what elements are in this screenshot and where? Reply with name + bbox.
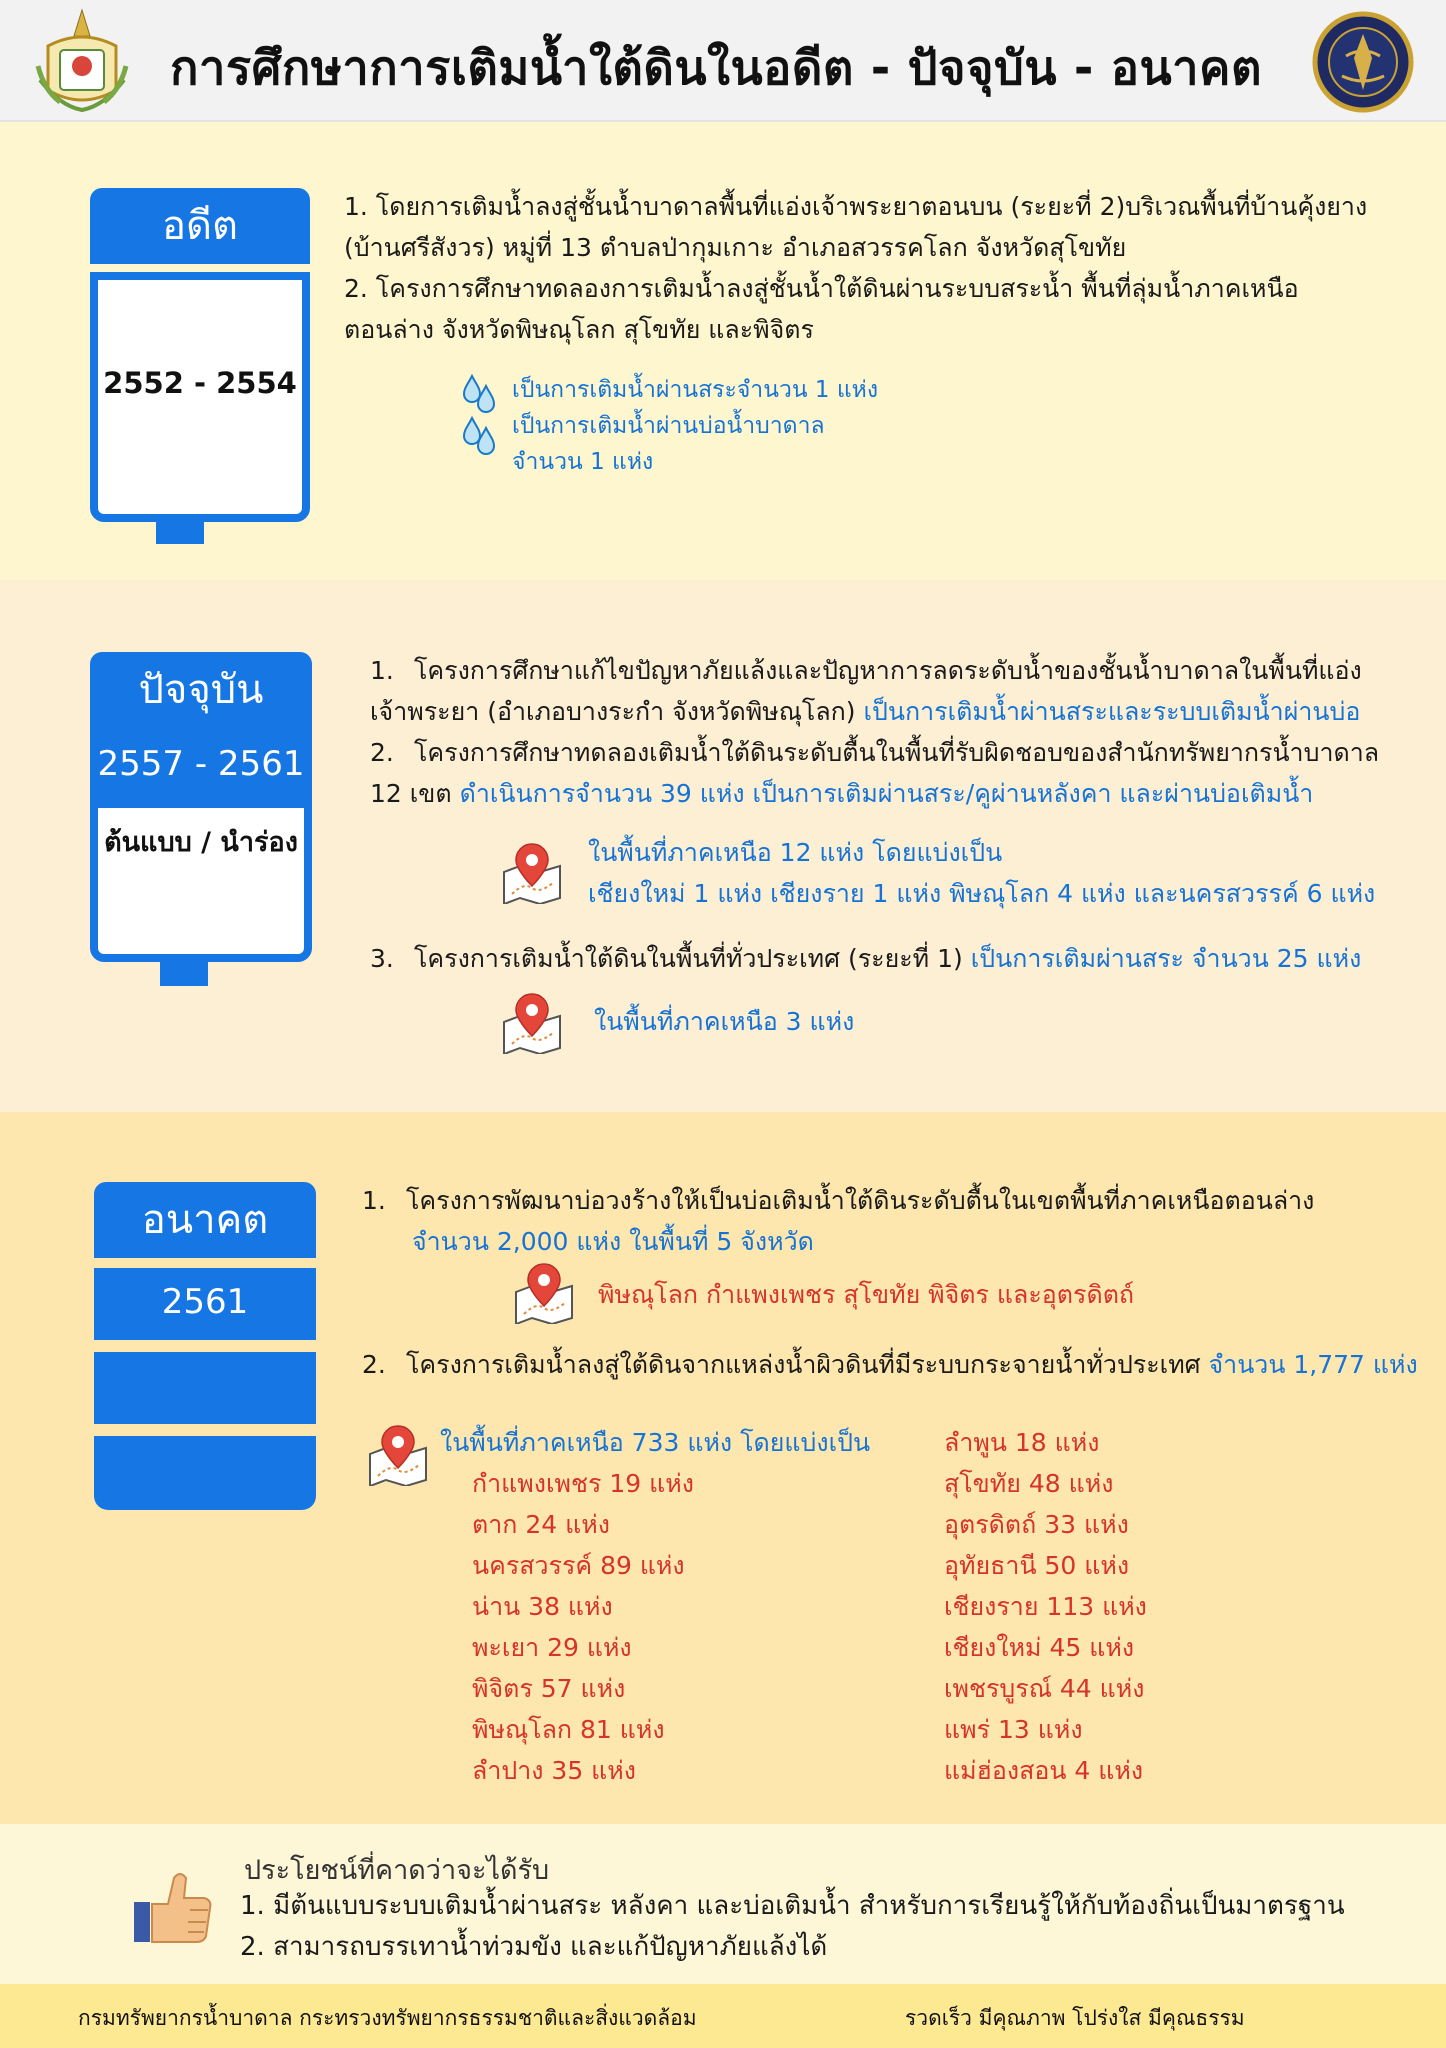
present-item-3: 3. โครงการเติมน้ำใต้ดินในพื้นที่ทั่วประเทศ (ระยะที่ 1) เป็นการเติมผ่านสระ จำนวน 25 แห่ง [370,944,1362,973]
present-period-card [90,652,312,984]
future-item-1: 1. โครงการพัฒนาบ่อวงร้างให้เป็นบ่อเติมน้ำใต้ดินระดับตื้นในเขตพื้นที่ภาคเหนือตอนล่าง [362,1186,1315,1215]
thumbs-up-icon [130,1864,216,1950]
province-count-item: เพชรบูรณ์ 44 แห่ง [944,1674,1145,1703]
map-pin-icon [366,1424,430,1486]
present-item-1: 1. โครงการศึกษาแก้ไขปัญหาภัยแล้งและปัญหาการลดระดับน้ำของชั้นน้ำบาดาลในพื้นที่แอ่ง [370,656,1362,685]
present-years: 2557 - 2561 [97,744,305,784]
map-pin-icon [500,842,564,904]
past-item-line: 1. โดยการเติมน้ำลงสู่ชั้นน้ำบาดาลพื้นที่แอ่งเจ้าพระยาตอนบน (ระยะที่ 2)บริเวณพื้นที่บ้านคุ้งยาง [344,192,1368,221]
province-count-item: ลำพูน 18 แห่ง [944,1428,1100,1457]
benefits-title: ประโยชน์ที่คาดว่าจะได้รับ [244,1855,550,1886]
province-count-item: กำแพงเพชร 19 แห่ง [472,1469,694,1498]
present-item-2-note: ในพื้นที่ภาคเหนือ 12 แห่ง โดยแบ่งเป็น [588,838,1003,867]
past-note: จำนวน 1 แห่ง [512,449,654,475]
past-note: เป็นการเติมน้ำผ่านสระจำนวน 1 แห่ง [512,377,879,403]
future-period-card [94,1182,316,1510]
province-count-item: สุโขทัย 48 แห่ง [944,1469,1114,1498]
past-years: 2552 - 2554 [103,366,297,400]
footer-motto: รวดเร็ว มีคุณภาพ โปร่งใส มีคุณธรรม [905,2006,1245,2030]
province-count-item: พิจิตร 57 แห่ง [472,1674,626,1703]
province-count-item: แม่ฮ่องสอน 4 แห่ง [944,1756,1144,1785]
past-period-card [90,188,310,544]
future-item-1-provinces: พิษณุโลก กำแพงเพชร สุโขทัย พิจิตร และอุตรดิตถ์ [598,1280,1135,1309]
present-item-2-line-2: 12 เขต ดำเนินการจำนวน 39 แห่ง เป็นการเติมผ่านสระ/คูผ่านหลังคา และผ่านบ่อเติมน้ำ [370,779,1314,808]
ministry-emblem-icon [30,6,134,116]
present-divider [90,800,312,808]
footer-organization: กรมทรัพยากรน้ำบาดาล กระทรวงทรัพยากรธรรมชาติและสิ่งแวดล้อม [78,2006,697,2030]
present-label: ปัจจุบัน [90,652,312,728]
province-count-item: แพร่ 13 แห่ง [944,1715,1083,1744]
future-year: 2561 [161,1282,249,1322]
past-label: อดีต [90,188,310,264]
province-count-item: อุทัยธานี 50 แห่ง [944,1551,1130,1580]
past-item-line: 2. โครงการศึกษาทดลองการเติมน้ำลงสู่ชั้นน้ำใต้ดินผ่านระบบสระน้ำ พื้นที่ลุ่มน้ำภาคเหนือ [344,274,1299,303]
province-count-item: พิษณุโลก 81 แห่ง [472,1715,665,1744]
past-section [0,122,1446,580]
province-count-item: เชียงใหม่ 45 แห่ง [944,1633,1135,1662]
future-bar-empty [94,1436,316,1510]
footer [0,1984,1446,2048]
province-count-item: เชียงราย 113 แห่ง [944,1592,1147,1621]
future-item-2: 2. โครงการเติมน้ำลงสู่ใต้ดินจากแหล่งน้ำผิวดินที่มีระบบกระจายน้ำทั่วประเทศ จำนวน 1,777 แห่ง [362,1350,1418,1379]
future-bar-empty [94,1352,316,1424]
water-drop-icon [462,374,498,416]
benefits-section [0,1824,1446,1984]
province-count-item: นครสวรรค์ 89 แห่ง [472,1551,685,1580]
benefit-item: 2. สามารถบรรเทาน้ำท่วมขัง และแก้ปัญหาภัยแล้งได้ [240,1932,828,1962]
present-section [0,580,1446,1112]
past-item-line: ตอนล่าง จังหวัดพิษณุโลก สุโขทัย และพิจิตร [344,315,814,344]
present-item-2-note: เชียงใหม่ 1 แห่ง เชียงราย 1 แห่ง พิษณุโลก 4 แห่ง และนครสวรรค์ 6 แห่ง [588,879,1376,908]
past-note: เป็นการเติมน้ำผ่านบ่อน้ำบาดาล [512,413,825,439]
future-label: อนาคต [94,1182,316,1258]
province-count-item: อุตรดิตถ์ 33 แห่ง [944,1510,1129,1539]
province-count-item: น่าน 38 แห่ง [472,1592,613,1621]
present-subtitle: ต้นแบบ / นำร่อง [104,827,298,858]
map-pin-icon [500,992,564,1054]
past-item-line: (บ้านศรีสังวร) หมู่ที่ 13 ตำบลป่ากุมเกาะ อำเภอสวรรคโลก จังหวัดสุโขทัย [344,233,1127,262]
province-count-item: ตาก 24 แห่ง [472,1510,610,1539]
future-section [0,1112,1446,1824]
header [0,0,1446,122]
future-north-heading: ในพื้นที่ภาคเหนือ 733 แห่ง โดยแบ่งเป็น [440,1428,871,1457]
present-item-1-line-2: เจ้าพระยา (อำเภอบางระกำ จังหวัดพิษณุโลก) เป็นการเติมน้ำผ่านสระและระบบเติมน้ำผ่านบ่อ [370,697,1361,726]
map-pin-icon [512,1262,576,1324]
page-title: การศึกษาการเติมน้ำใต้ดินในอดีต - ปัจจุบัน - อนาคต [170,41,1262,96]
present-item-3-note: ในพื้นที่ภาคเหนือ 3 แห่ง [594,1007,855,1036]
department-seal-icon [1312,6,1414,116]
present-card-stem [160,962,208,986]
past-card-stem [156,520,204,544]
province-count-item: พะเยา 29 แห่ง [472,1633,632,1662]
province-count-item: ลำปาง 35 แห่ง [472,1756,636,1785]
benefit-item: 1. มีต้นแบบระบบเติมน้ำผ่านสระ หลังคา และบ่อเติมน้ำ สำหรับการเรียนรู้ให้กับท้องถิ่นเป็นมาตรฐาน [240,1891,1345,1921]
water-drop-icon [462,416,498,458]
present-item-2: 2. โครงการศึกษาทดลองเติมน้ำใต้ดินระดับตื้นในพื้นที่รับผิดชอบของสำนักทรัพยากรน้ำบาดาล [370,738,1380,767]
future-item-1-line-2: จำนวน 2,000 แห่ง ในพื้นที่ 5 จังหวัด [412,1227,814,1256]
